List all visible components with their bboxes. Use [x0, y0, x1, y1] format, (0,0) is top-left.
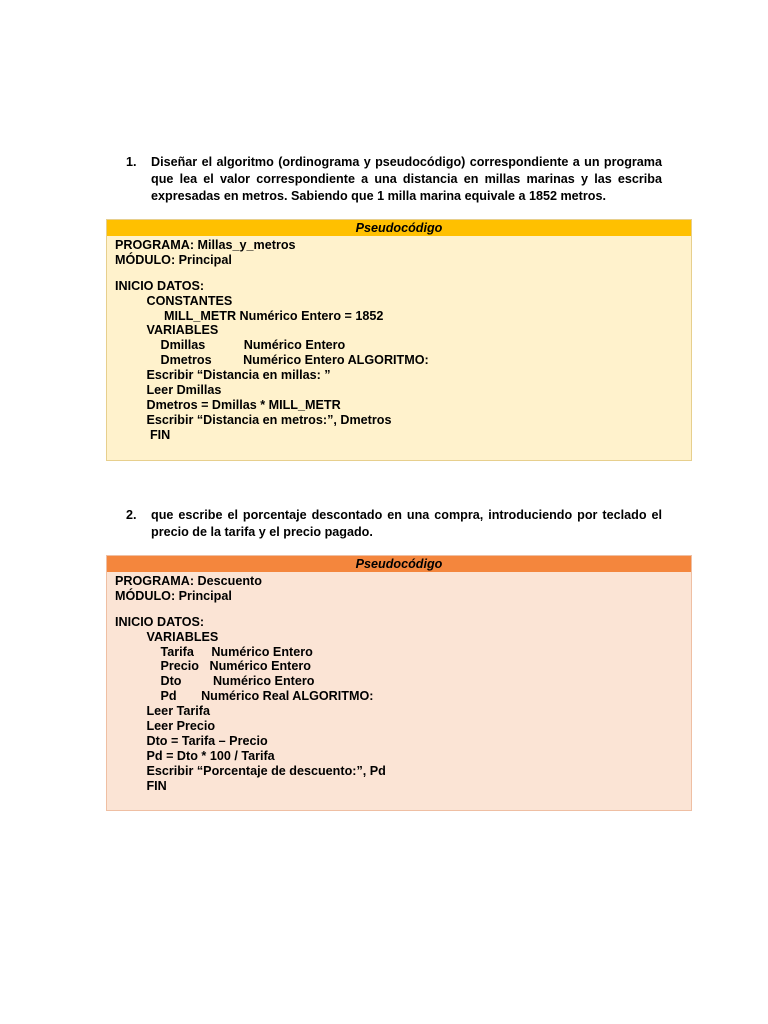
exercise-2 [126, 507, 662, 541]
code-line: MILL_METR Numérico Entero = 1852 [115, 308, 384, 323]
exercise-1-number: 1. [126, 155, 137, 169]
code-line: PROGRAMA: Descuento [115, 574, 262, 588]
code-line: Dmetros Numérico Entero ALGORITMO: [115, 353, 429, 368]
exercise-2-statement: que escribe el porcentaje descontado en una compra, introduciendo por teclado el precio de la tarifa y el precio pagado. [151, 508, 662, 539]
code-line: CONSTANTES [115, 293, 233, 308]
pseudocode-box-1-title: Pseudocódigo [107, 220, 691, 236]
code-line: INICIO DATOS: [115, 614, 205, 629]
pseudocode-box-2 [106, 555, 692, 811]
code-line: Pd Numérico Real ALGORITMO: [115, 689, 374, 704]
code-line: Escribir “Distancia en metros:”, Dmetros [115, 412, 392, 427]
code-line: VARIABLES [115, 629, 219, 644]
code-line: INICIO DATOS: [115, 278, 205, 293]
code-line: Leer Dmillas [115, 383, 222, 398]
code-line: Escribir “Distancia en millas: ” [115, 368, 331, 383]
code-line [115, 604, 683, 615]
pseudocode-box-1-body [107, 236, 691, 443]
code-line: Dmillas Numérico Entero [115, 338, 346, 353]
pseudocode-box-2-body [107, 572, 691, 793]
code-line: FIN [115, 427, 171, 442]
code-line: Pd = Dto * 100 / Tarifa [115, 748, 275, 763]
code-line: Tarifa Numérico Entero [115, 644, 313, 659]
code-line: Leer Tarifa [115, 704, 210, 719]
code-line: Precio Numérico Entero [115, 659, 311, 674]
code-line: MÓDULO: Principal [115, 588, 232, 603]
exercise-1 [126, 154, 662, 205]
pseudocode-box-1 [106, 219, 692, 461]
code-line: MÓDULO: Principal [115, 252, 232, 267]
code-line [115, 268, 683, 279]
code-line: Dmetros = Dmillas * MILL_METR [115, 397, 341, 412]
pseudocode-box-2-title: Pseudocódigo [107, 556, 691, 572]
code-line: PROGRAMA: Millas_y_metros [115, 238, 296, 252]
code-line: Escribir “Porcentaje de descuento:”, Pd [115, 763, 386, 778]
code-line: Dto Numérico Entero [115, 674, 315, 689]
code-line: FIN [115, 778, 167, 793]
code-line: Leer Precio [115, 719, 216, 734]
exercise-2-number: 2. [126, 508, 137, 522]
code-line: VARIABLES [115, 323, 219, 338]
code-line: Dto = Tarifa – Precio [115, 733, 268, 748]
exercise-1-statement: Diseñar el algoritmo (ordinograma y pseudocódigo) correspondiente a un programa que lea el valor correspondiente a una distancia en millas marinas y las escriba expresadas en metros. Sabiendo que 1 milla marina equivale a 1852 metros. [151, 155, 662, 203]
